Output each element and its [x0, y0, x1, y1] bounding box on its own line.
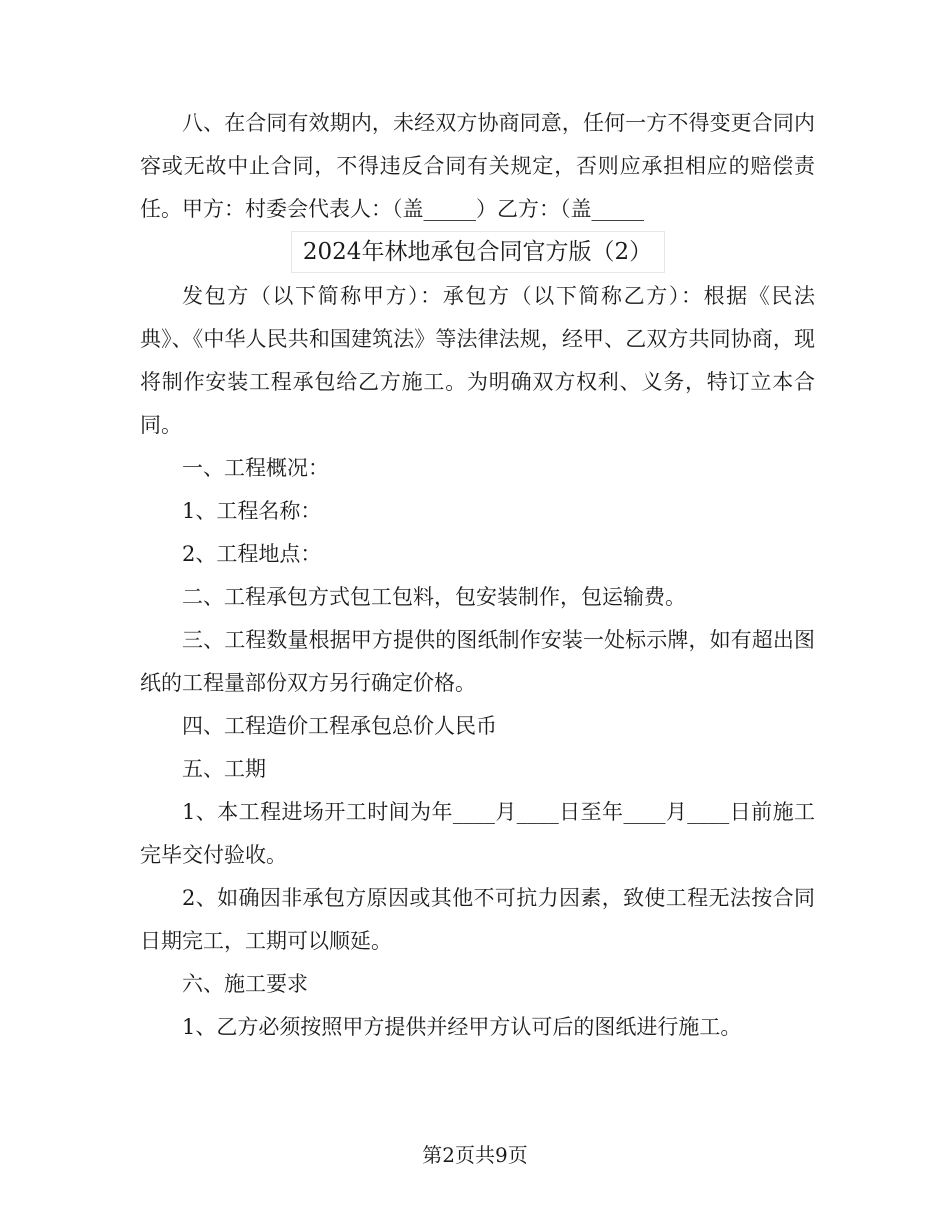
section-heading: 五、工期 — [182, 757, 266, 781]
clause-paragraph: 四、工程造价工程承包总价人民币 — [182, 714, 497, 738]
section-heading: 六、施工要求 — [182, 972, 308, 996]
clause-paragraph: 二、工程承包方式包工包料，包安装制作，包运输费。 — [182, 585, 686, 609]
list-item: 1、本工程进场开工时间为年____月____日至年____月____日前施工完毕交付验收。 — [140, 800, 815, 867]
clause-paragraph: 八、在合同有效期内，未经双方协商同意，任何一方不得变更合同内容或无故中止合同，不得违反合同有关规定，否则应承担相应的赔偿责任。甲方：村委会代表人：（盖_____）乙方：（盖_____ — [140, 111, 815, 221]
list-item: 2、如确因非承包方原因或其他不可抗力因素，致使工程无法按合同日期完工，工期可以顺延。 — [140, 886, 815, 953]
clause-paragraph: 三、工程数量根据甲方提供的图纸制作安装一处标示牌，如有超出图纸的工程量部份双方另行确定价格。 — [140, 628, 815, 695]
document-body — [140, 102, 815, 1049]
list-item: 2、工程地点： — [182, 542, 322, 566]
section-heading: 一、工程概况： — [182, 456, 329, 480]
list-item: 1、工程名称： — [182, 499, 322, 523]
list-item: 1、乙方必须按照甲方提供并经甲方认可后的图纸进行施工。 — [182, 1015, 742, 1039]
preamble-paragraph: 发包方（以下简称甲方）：承包方（以下简称乙方）：根据《民法典》、《中华人民共和国建筑法》等法律法规，经甲、乙双方共同协商，现将制作安装工程承包给乙方施工。为明确双方权利、义务，特订立本合同。 — [140, 284, 815, 437]
page-number: 第2页共9页 — [422, 1143, 528, 1167]
contract-title: 2024年林地承包合同官方版（2） — [291, 231, 665, 273]
